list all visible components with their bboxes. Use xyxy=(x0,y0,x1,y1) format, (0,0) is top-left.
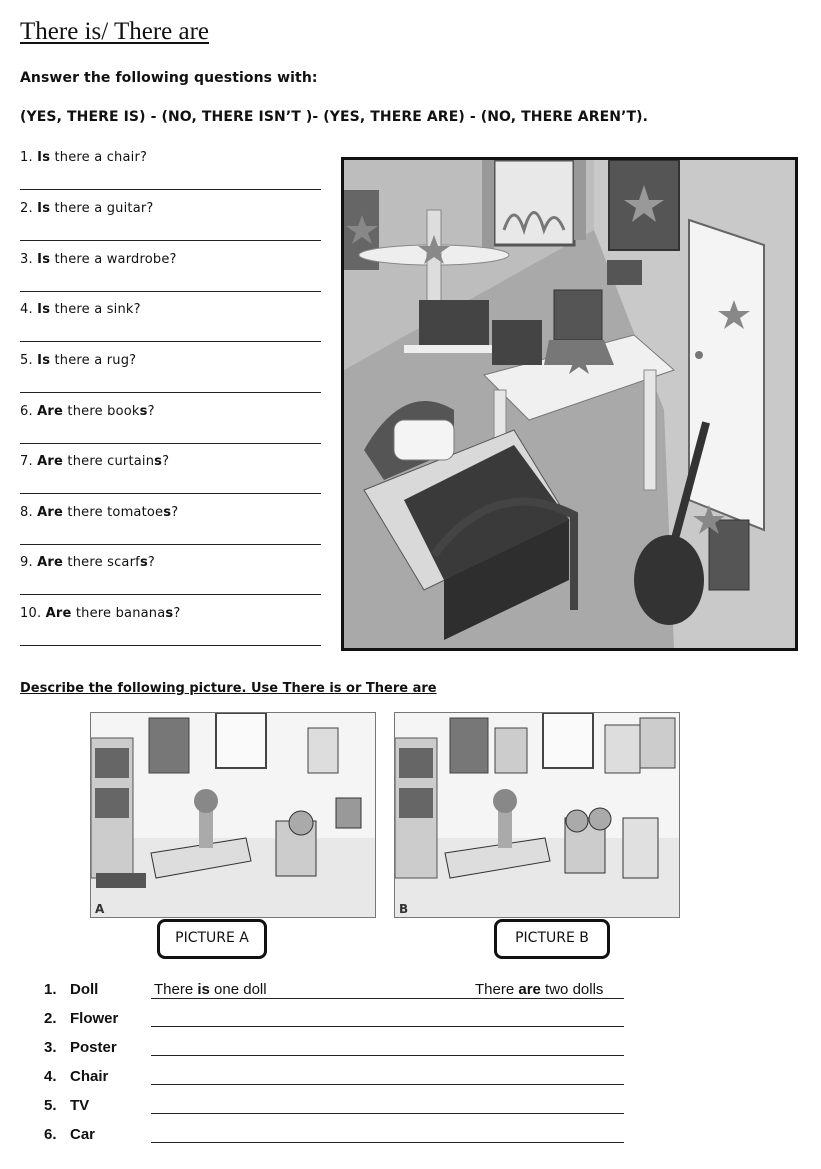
answer-line[interactable] xyxy=(20,291,321,292)
item-number: 1. xyxy=(44,981,57,998)
answer-line[interactable] xyxy=(20,493,321,494)
answer-line[interactable] xyxy=(20,645,321,646)
page-title: There is/ There are xyxy=(20,18,210,45)
question: 10. Are there bananas? xyxy=(20,606,181,621)
answer-line[interactable] xyxy=(151,1055,624,1056)
answer-line[interactable] xyxy=(151,1142,624,1143)
answer-line[interactable] xyxy=(151,998,624,999)
question: 7. Are there curtains? xyxy=(20,454,170,469)
item-word: Flower xyxy=(70,1010,119,1027)
item-word: TV xyxy=(70,1097,90,1114)
answer-line[interactable] xyxy=(151,1113,624,1114)
picture-a-corner-label: A xyxy=(95,902,105,916)
picture-b-illustration xyxy=(394,712,680,918)
answer-line[interactable] xyxy=(20,189,321,190)
answer-line[interactable] xyxy=(151,1026,624,1027)
instruction: Answer the following questions with: xyxy=(20,70,318,86)
example-answer-a: There is one doll xyxy=(154,981,267,998)
describe-instruction: Describe the following picture. Use There is or There are xyxy=(20,681,437,696)
question: 9. Are there scarfs? xyxy=(20,555,155,570)
living-room-a-drawing xyxy=(91,713,375,917)
answer-line[interactable] xyxy=(20,443,321,444)
bedroom-illustration xyxy=(341,157,798,651)
answer-line[interactable] xyxy=(20,392,321,393)
answer-line[interactable] xyxy=(20,594,321,595)
picture-b-label: PICTURE B xyxy=(494,919,610,959)
question: 5. Is there a rug? xyxy=(20,353,137,368)
picture-b-corner-label: B xyxy=(399,902,409,916)
item-word: Poster xyxy=(70,1039,117,1056)
answer-options: (YES, THERE IS) - (NO, THERE ISN’T )- (YES, THERE ARE) - (NO, THERE AREN’T). xyxy=(20,109,649,125)
item-number: 4. xyxy=(44,1068,57,1085)
answer-line[interactable] xyxy=(20,544,321,545)
item-number: 3. xyxy=(44,1039,57,1056)
picture-a-illustration xyxy=(90,712,376,918)
living-room-b-drawing xyxy=(395,713,679,917)
item-word: Car xyxy=(70,1126,96,1143)
question: 2. Is there a guitar? xyxy=(20,201,154,216)
item-number: 5. xyxy=(44,1097,57,1114)
picture-a-label: PICTURE A xyxy=(157,919,267,959)
question: 1. Is there a chair? xyxy=(20,150,148,165)
question: 3. Is there a wardrobe? xyxy=(20,252,177,267)
question: 4. Is there a sink? xyxy=(20,302,141,317)
item-word: Chair xyxy=(70,1068,109,1085)
item-number: 2. xyxy=(44,1010,57,1027)
answer-line[interactable] xyxy=(20,341,321,342)
answer-line[interactable] xyxy=(151,1084,624,1085)
example-answer-b: There are two dolls xyxy=(475,981,604,998)
answer-line[interactable] xyxy=(20,240,321,241)
question: 6. Are there books? xyxy=(20,404,155,419)
bedroom-drawing xyxy=(344,160,795,648)
item-number: 6. xyxy=(44,1126,57,1143)
question: 8. Are there tomatoes? xyxy=(20,505,179,520)
item-word: Doll xyxy=(70,981,99,998)
